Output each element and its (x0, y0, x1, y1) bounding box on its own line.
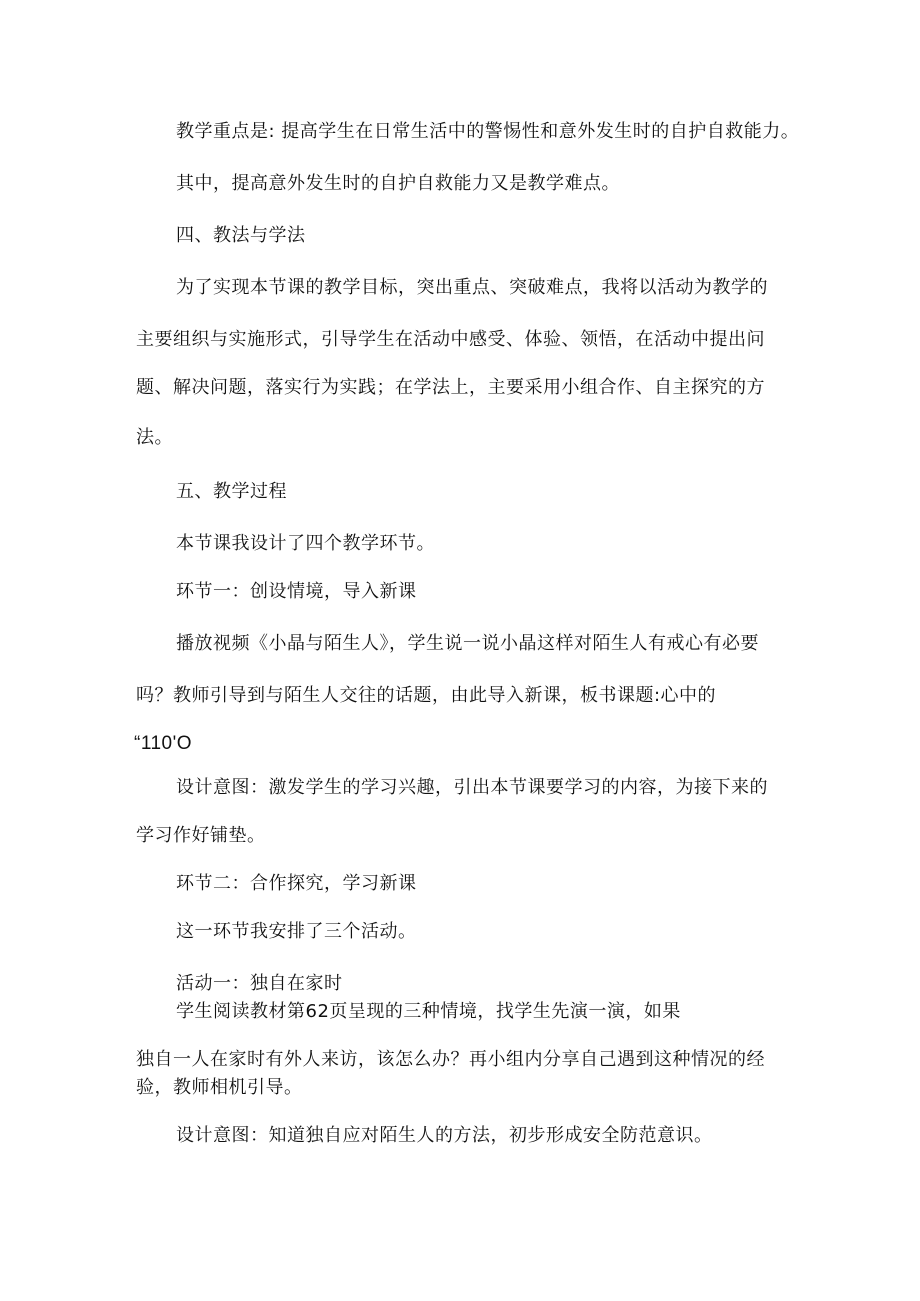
paragraph-line: 独自一人在家时有外人来访，该怎么办？再小组内分享自己遇到这种情况的经 (136, 1049, 765, 1070)
paragraph-line-key-points: 教学重点是: 提高学生在日常生活中的警惕性和意外发生时的自护自救能力。 (176, 121, 800, 142)
paragraph-line: 学习作好铺垫。 (136, 825, 266, 846)
subheading-step-two: 环节二：合作探究，学习新课 (176, 873, 417, 894)
paragraph-line: 学生阅读教材第62页呈现的三种情境，找学生先演一演，如果 (176, 1001, 681, 1022)
paragraph-line: 吗？教师引导到与陌生人交往的话题，由此导入新课，板书课题:心中的 (136, 685, 717, 706)
paragraph-line: 验，教师相机引导。 (136, 1077, 303, 1098)
paragraph-line: 题、解决问题，落实行为实践；在学法上，主要采用小组合作、自主探究的方 (136, 377, 765, 398)
paragraph-line-title-110: “110'O (134, 733, 193, 754)
paragraph-line: 法。 (136, 427, 173, 448)
paragraph-line: 这一环节我安排了三个活动。 (176, 921, 417, 942)
paragraph-line: 播放视频《小晶与陌生人》，学生说一说小晶这样对陌生人有戒心有必要 (176, 633, 759, 654)
subheading-step-one: 环节一：创设情境，导入新课 (176, 581, 417, 602)
paragraph-line: 为了实现本节课的教学目标，突出重点、突破难点，我将以活动为教学的 (176, 277, 768, 298)
paragraph-line: 设计意图：激发学生的学习兴趣，引出本节课要学习的内容，为接下来的 (176, 777, 768, 798)
paragraph-line: 本节课我设计了四个教学环节。 (176, 533, 435, 554)
section-heading-teaching-methods: 四、教法与学法 (176, 225, 306, 246)
subheading-activity-one: 活动一：独自在家时 (176, 973, 343, 994)
paragraph-line: 主要组织与实施形式，引导学生在活动中感受、体验、领悟，在活动中提出问 (136, 329, 765, 350)
section-heading-teaching-process: 五、教学过程 (176, 481, 287, 502)
paragraph-line-design-intent: 设计意图：知道独自应对陌生人的方法，初步形成安全防范意识。 (176, 1125, 713, 1146)
paragraph-line-difficulty: 其中，提高意外发生时的自护自救能力又是教学难点。 (176, 173, 620, 194)
